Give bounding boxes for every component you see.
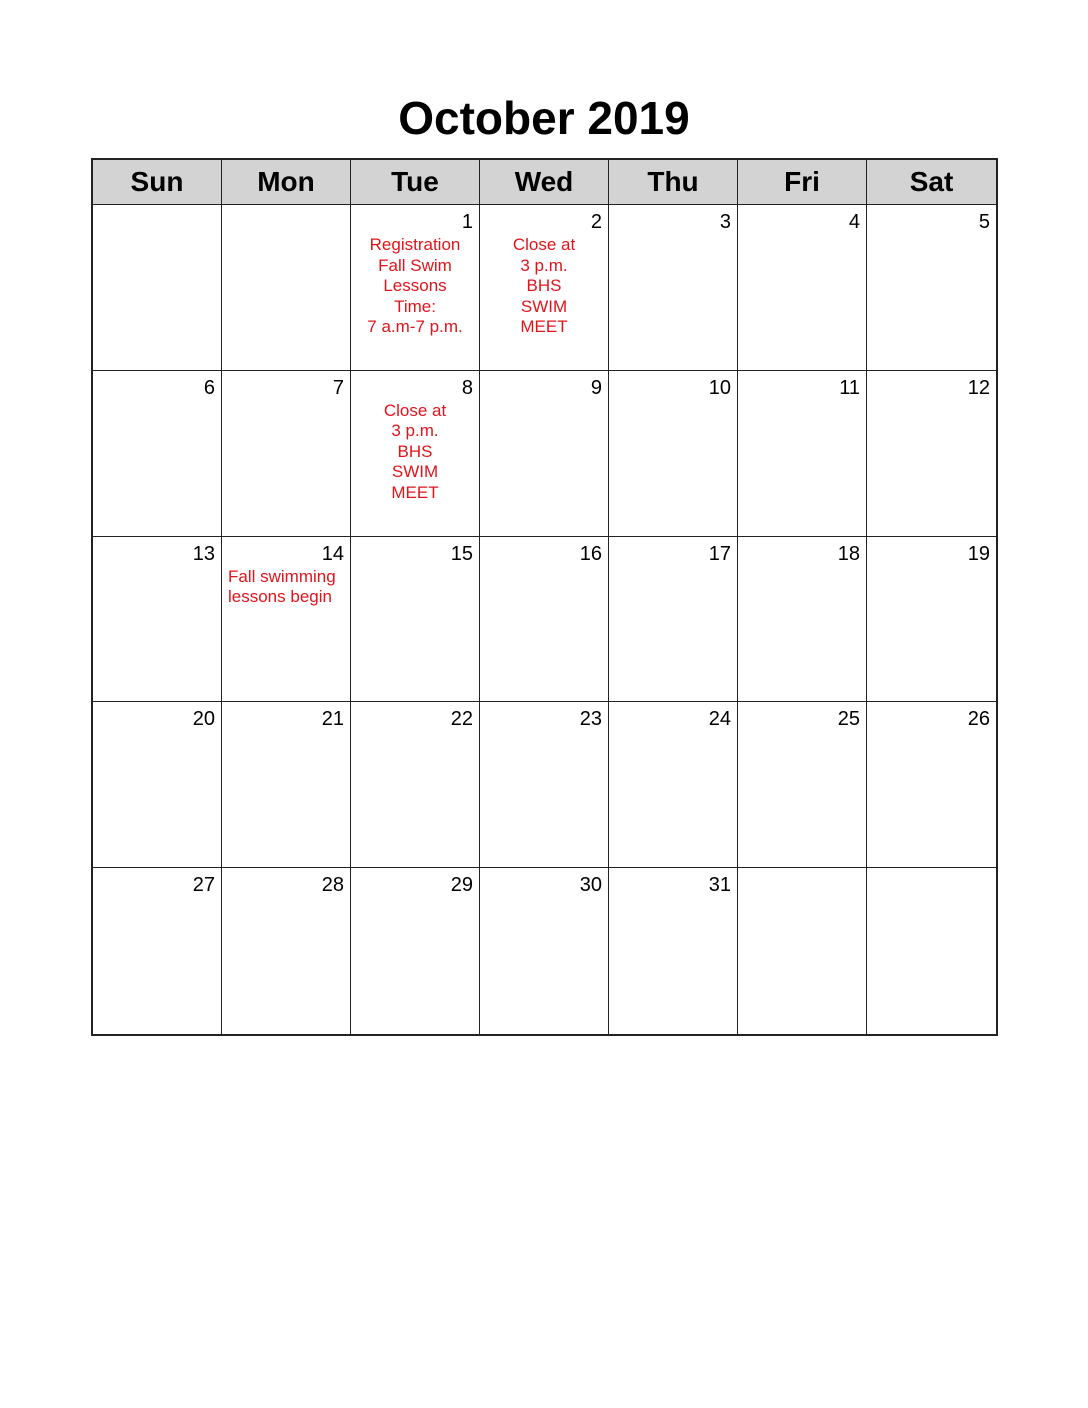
- day-number: 5: [978, 211, 990, 233]
- day-cell-4[interactable]: [738, 205, 867, 371]
- calendar-grid: [91, 158, 998, 1036]
- day-cell-14[interactable]: [222, 537, 351, 703]
- weekday-header-wed: Wed: [480, 160, 609, 205]
- day-cell-24[interactable]: [609, 702, 738, 868]
- day-cell-5[interactable]: [867, 205, 996, 371]
- weekday-header-fri: Fri: [738, 160, 867, 205]
- day-cell-28[interactable]: [222, 868, 351, 1034]
- calendar-title: October 2019: [398, 92, 690, 144]
- day-cell-31[interactable]: [609, 868, 738, 1034]
- day-cell-27[interactable]: [93, 868, 222, 1034]
- event-note: Close at 3 p.m. BHS SWIM MEET: [383, 400, 447, 502]
- day-cell-19[interactable]: [867, 537, 996, 703]
- day-number: 21: [321, 708, 344, 731]
- day-cell-6[interactable]: [93, 371, 222, 537]
- day-number: 25: [837, 708, 860, 731]
- day-cell-9[interactable]: [480, 371, 609, 537]
- day-number: 14: [321, 542, 344, 565]
- day-number: 4: [848, 211, 860, 233]
- day-number: 20: [192, 708, 215, 731]
- day-cell-7[interactable]: [222, 371, 351, 537]
- day-number: 7: [332, 376, 344, 399]
- day-cell-8[interactable]: [351, 371, 480, 537]
- day-number: 13: [192, 542, 215, 565]
- empty-day-cell[interactable]: [738, 868, 867, 1034]
- day-number: 27: [192, 874, 215, 897]
- day-number: 19: [967, 542, 990, 565]
- day-cell-15[interactable]: [351, 537, 480, 703]
- event-note: Close at 3 p.m. BHS SWIM MEET: [512, 235, 576, 336]
- day-cell-17[interactable]: [609, 537, 738, 703]
- day-number: 31: [708, 874, 731, 897]
- day-number: 9: [590, 376, 602, 399]
- event-note: Registration Fall Swim Lessons Time: 7 a.m-7 p.m.: [367, 235, 463, 336]
- day-cell-12[interactable]: [867, 371, 996, 537]
- day-number: 24: [708, 708, 731, 731]
- event-note: Fall swimming lessons begin: [228, 566, 336, 607]
- day-cell-13[interactable]: [93, 537, 222, 703]
- day-cell-21[interactable]: [222, 702, 351, 868]
- weekday-header-thu: Thu: [609, 160, 738, 205]
- day-number: 23: [579, 708, 602, 731]
- day-cell-22[interactable]: [351, 702, 480, 868]
- day-cell-20[interactable]: [93, 702, 222, 868]
- empty-day-cell[interactable]: [867, 868, 996, 1034]
- day-number: 18: [837, 542, 860, 565]
- day-cell-2[interactable]: [480, 205, 609, 371]
- day-number: 2: [590, 211, 602, 233]
- day-number: 29: [450, 874, 473, 897]
- day-cell-1[interactable]: [351, 205, 480, 371]
- empty-day-cell[interactable]: [93, 205, 222, 371]
- day-number: 8: [461, 376, 473, 399]
- day-number: 6: [203, 376, 215, 399]
- day-number: 28: [321, 874, 344, 897]
- day-cell-29[interactable]: [351, 868, 480, 1034]
- day-cell-10[interactable]: [609, 371, 738, 537]
- weekday-header-sat: Sat: [867, 160, 996, 205]
- day-cell-11[interactable]: [738, 371, 867, 537]
- day-number: 10: [708, 376, 731, 399]
- empty-day-cell[interactable]: [222, 205, 351, 371]
- day-number: 1: [461, 211, 473, 233]
- day-cell-16[interactable]: [480, 537, 609, 703]
- weekday-header-tue: Tue: [351, 160, 480, 205]
- day-number: 15: [450, 542, 473, 565]
- day-number: 16: [579, 542, 602, 565]
- day-number: 3: [719, 211, 731, 233]
- day-number: 11: [839, 376, 860, 399]
- day-number: 17: [708, 542, 731, 565]
- day-number: 30: [579, 874, 602, 897]
- day-cell-30[interactable]: [480, 868, 609, 1034]
- day-cell-3[interactable]: [609, 205, 738, 371]
- day-number: 22: [450, 708, 473, 731]
- day-number: 12: [967, 376, 990, 399]
- weekday-header-mon: Mon: [222, 160, 351, 205]
- day-cell-18[interactable]: [738, 537, 867, 703]
- day-number: 26: [967, 708, 990, 731]
- day-cell-26[interactable]: [867, 702, 996, 868]
- day-cell-23[interactable]: [480, 702, 609, 868]
- day-cell-25[interactable]: [738, 702, 867, 868]
- weekday-header-sun: Sun: [93, 160, 222, 205]
